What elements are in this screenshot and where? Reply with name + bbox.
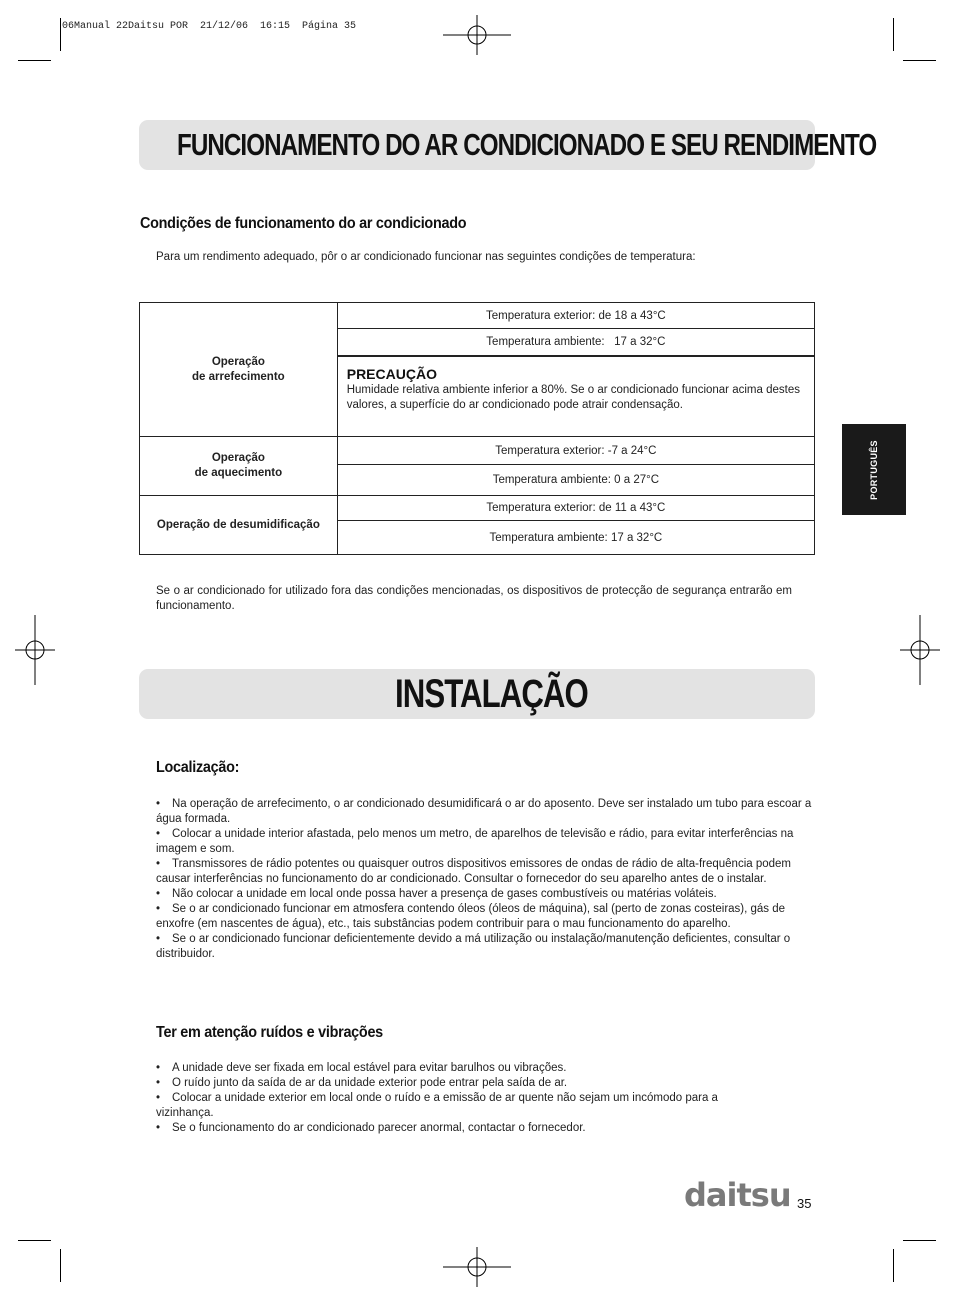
list-item: [156, 1121, 756, 1136]
list-item-text: Se o ar condicionado funcionar deficientemente devido a má utilização ou instalação/manutenção deficientes, consultar o distribuidor.: [156, 933, 791, 960]
bullet-icon: •: [156, 828, 161, 840]
caution-text: Humidade relativa ambiente inferior a 80%. Se o ar condicionado funcionar acima destes valores, a superfície do ar condicionado pode atrair condensação.: [346, 383, 800, 411]
list-item: [156, 1091, 756, 1121]
caution-title: PRECAUÇÃO: [346, 365, 437, 382]
caution-cell: [337, 356, 814, 437]
list-item: [156, 857, 812, 887]
safety-note: Se o ar condicionado for utilizado fora das condições mencionadas, os dispositivos de protecção de segurança entrarão em funcionamento.: [156, 585, 792, 612]
language-tab: [842, 424, 906, 515]
list-item-text: O ruído junto da saída de ar da unidade exterior pode entrar pela saída de ar.: [172, 1077, 568, 1089]
bullet-icon: •: [156, 903, 161, 915]
registration-mark-bottom: [443, 1247, 511, 1287]
registration-mark-left: [15, 615, 55, 685]
bullet-icon: •: [156, 933, 161, 945]
location-list: [156, 797, 812, 962]
operating-conditions-heading: Condições de funcionamento do ar condicionado: [140, 215, 467, 232]
dehumid-outdoor-temp: Temperatura exterior: de 11 a 43°C: [337, 496, 814, 521]
bullet-icon: •: [156, 1077, 161, 1089]
list-item-text: Se o funcionamento do ar condicionado parecer anormal, contactar o fornecedor.: [172, 1122, 586, 1134]
list-item-text: Colocar a unidade exterior em local onde o ruído e a emissão de ar quente não sejam um incómodo para a vizinhança.: [156, 1092, 718, 1119]
list-item: [156, 932, 812, 962]
print-slug: 06Manual 22Daitsu POR 21/12/06 16:15 Página 35: [62, 21, 357, 32]
page-number: 35: [797, 1196, 812, 1211]
noise-list: [156, 1061, 756, 1136]
list-item: [156, 1061, 756, 1076]
section-title-operation: FUNCIONAMENTO DO AR CONDICIONADO E SEU RENDIMENTO: [177, 127, 877, 162]
cooling-outdoor-temp: Temperatura exterior: de 18 a 43°C: [337, 303, 814, 329]
bullet-icon: •: [156, 798, 161, 810]
noise-heading: Ter em atenção ruídos e vibrações: [156, 1024, 383, 1041]
heating-outdoor-temp: Temperatura exterior: -7 a 24°C: [337, 437, 814, 465]
bullet-icon: •: [156, 888, 161, 900]
list-item-text: Na operação de arrefecimento, o ar condicionado desumidificará o ar do aposento. Deve ser instalado um tubo para escoar a água formada.: [156, 798, 812, 825]
bullet-icon: •: [156, 1092, 161, 1104]
list-item: [156, 902, 812, 932]
location-heading: Localização:: [156, 759, 240, 776]
dehumid-ambient-temp: Temperatura ambiente: 17 a 32°C: [337, 521, 814, 555]
dehumidification-operation-label: Operação de desumidificação: [140, 496, 338, 555]
list-item: [156, 797, 812, 827]
cooling-operation-label: Operação de arrefecimento: [140, 303, 338, 437]
list-item-text: Se o ar condicionado funcionar em atmosfera contendo óleos (óleos de máquina), sal (perto de zonas costeiras), gás de enxofre (em nascentes de água), etc., tais substâncias podem contribuir para o mau funcionamento do aparelho.: [156, 903, 786, 930]
list-item: [156, 827, 812, 857]
list-item-text: Transmissores de rádio potentes ou quaisquer outros dispositivos emissores de ondas de rádio de alta-frequência podem causar interferências no funcionamento do ar condicionado. Consultar o fornecedor do seu aparelho antes de o instalar.: [156, 858, 792, 885]
heating-ambient-temp: Temperatura ambiente: 0 a 27°C: [337, 465, 814, 496]
bullet-icon: •: [156, 1122, 161, 1134]
heating-operation-label: Operação de aquecimento: [140, 437, 338, 496]
cooling-ambient-temp: Temperatura ambiente: 17 a 32°C: [337, 329, 814, 356]
operating-conditions-table: [139, 302, 815, 555]
bullet-icon: •: [156, 858, 161, 870]
list-item: [156, 1076, 756, 1091]
bullet-icon: •: [156, 1062, 161, 1074]
operating-conditions-intro: Para um rendimento adequado, pôr o ar condicionado funcionar nas seguintes condições de temperatura:: [156, 251, 696, 263]
list-item-text: Não colocar a unidade em local onde possa haver a presença de gases combustíveis ou matérias voláteis.: [172, 888, 717, 900]
list-item: [156, 887, 812, 902]
language-tab-label: PORTUGUÊS: [869, 439, 879, 500]
section-title-installation: INSTALAÇÃO: [395, 672, 588, 716]
registration-mark-top: [443, 15, 511, 55]
list-item-text: A unidade deve ser fixada em local estável para evitar barulhos ou vibrações.: [172, 1062, 567, 1074]
section-banner-operation: [139, 120, 877, 170]
registration-mark-right: [900, 615, 940, 685]
section-banner-installation: [139, 669, 815, 719]
daitsu-logo: daitsu: [684, 1176, 791, 1214]
list-item-text: Colocar a unidade interior afastada, pelo menos um metro, de aparelhos de televisão e rádio, para evitar interferências na imagem e som.: [156, 828, 794, 855]
